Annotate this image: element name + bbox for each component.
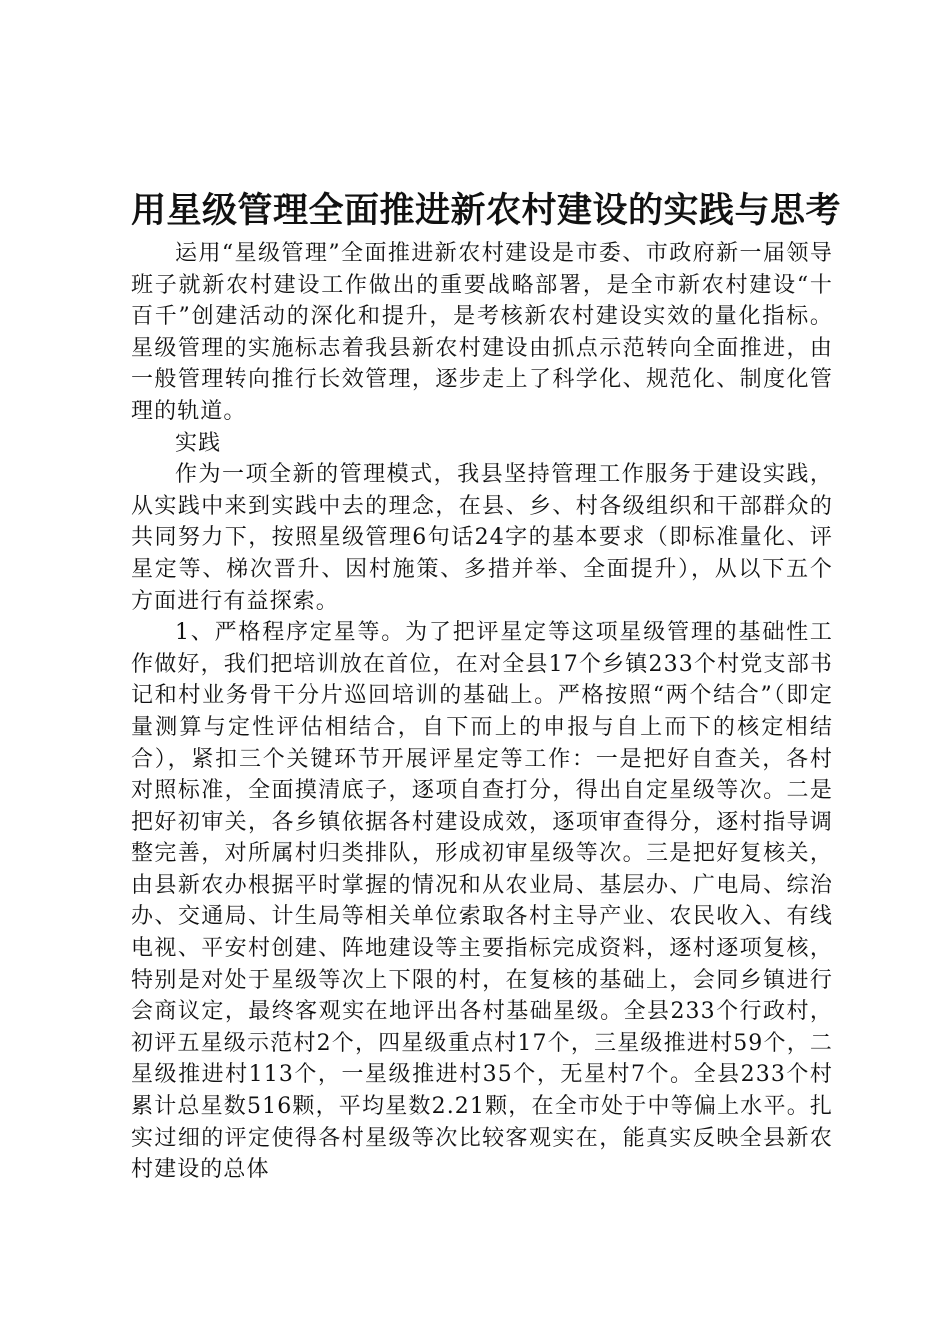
point-1-paragraph: 1、严格程序定星等。为了把评星定等这项星级管理的基础性工作做好，我们把培训放在首位，在对全县17个乡镇233个村党支部书记和村业务骨干分片巡回培训的基础上。严格按照“两个结合”（即定量测算与定性评估相结合，自下而上的申报与自上而下的核定相结合），紧扣三个关键环节开展评星定等工作：一是把好自查关，各村对照标准，全面摸清底子，逐项自查打分，得出自定星级等次。二是把好初审关，各乡镇依据各村建设成效，逐项审查得分，逐村指导调整完善，对所属村归类排队，形成初审星级等次。三是把好复核关，由县新农办根据平时掌握的情况和从农业局、基层办、广电局、综治办、交通局、计生局等相关单位索取各村主导产业、农民收入、有线电视、平安村创建、阵地建设等主要指标完成资料，逐村逐项复核，特别是对处于星级等次上下限的村，在复核的基础上，会同乡镇进行会商议定，最终客观实在地评出各村基础星级。全县233个行政村，初评五星级示范村2个，四星级重点村17个，三星级推进村59个，二星级推进村113个，一星级推进村35个，无星村7个。全县233个村累计总星数516颗，平均星数2.21颗，在全市处于中等偏上水平。扎实过细的评定使得各村星级等次比较客观实在，能真实反映全县新农村建设的总体: [131, 620, 833, 1183]
section-heading-practice: 实践: [175, 430, 222, 456]
document-title: 用星级管理全面推进新农村建设的实践与思考: [131, 191, 842, 231]
practice-intro-paragraph: 作为一项全新的管理模式，我县坚持管理工作服务于建设实践，从实践中来到实践中去的理念，在县、乡、村各级组织和干部群众的共同努力下，按照星级管理6句话24字的基本要求（即标准量化、评星定等、梯次晋升、因村施策、多措并举、全面提升），从以下五个方面进行有益探索。: [131, 462, 833, 614]
intro-paragraph: 运用“星级管理”全面推进新农村建设是市委、市政府新一届领导班子就新农村建设工作做出的重要战略部署，是全市新农村建设“十百千”创建活动的深化和提升，是考核新农村建设实效的量化指标。星级管理的实施标志着我县新农村建设由抓点示范转向全面推进，由一般管理转向推行长效管理，逐步走上了科学化、规范化、制度化管理的轨道。: [131, 241, 833, 424]
document-page: [131, 186, 842, 1186]
